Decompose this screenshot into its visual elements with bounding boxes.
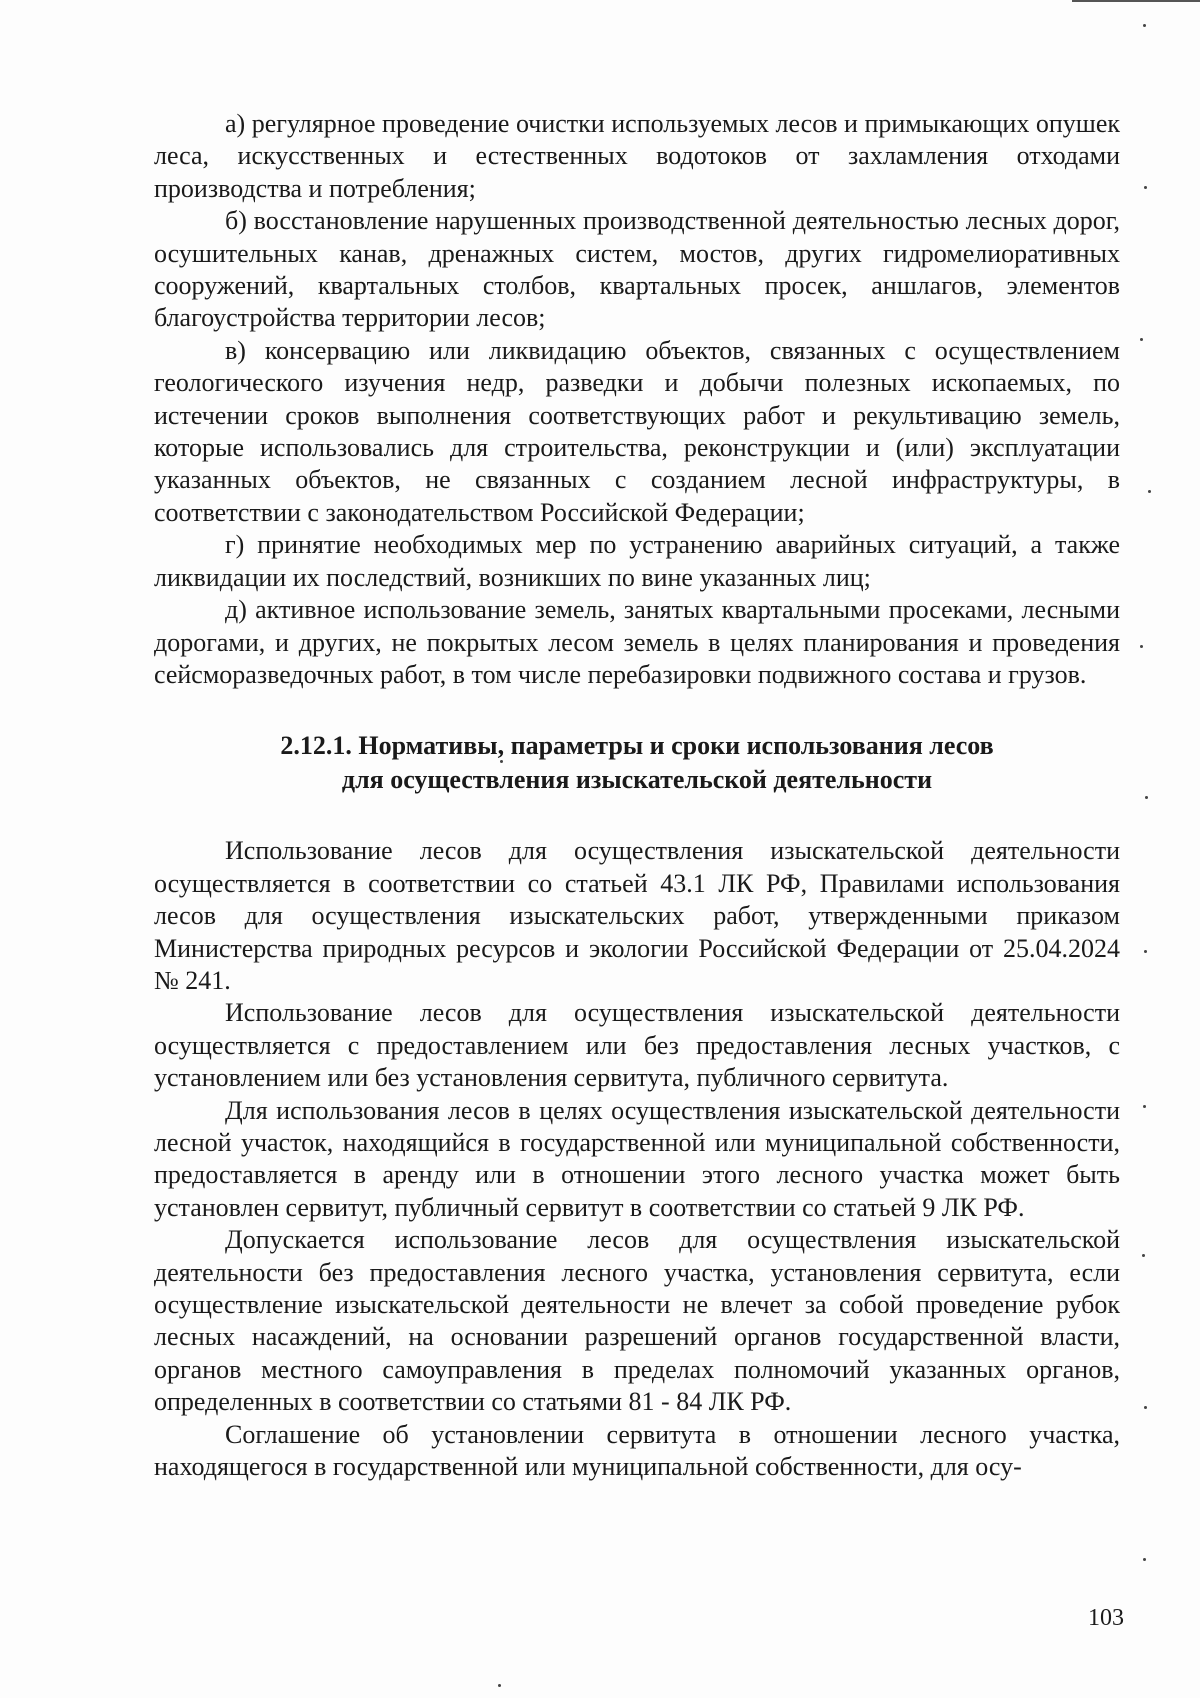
list-item-d: д) активное использование земель, занятых квартальными просеками, лесными дорогами, и других, не покрытых лесом земель в целях планирования и проведения сейсморазведочных работ, в том числе перебазировки подвижного состава и грузов. bbox=[154, 595, 1120, 689]
section-body bbox=[154, 835, 1120, 1483]
list-item-a: а) регулярное проведение очистки используемых лесов и примыкающих опушек леса, искусственных и естественных водотоков от захламления отходами производства и потребления; bbox=[154, 109, 1120, 203]
page-number: 103 bbox=[1088, 1605, 1124, 1631]
scan-speck bbox=[1144, 186, 1147, 189]
body-paragraph: Соглашение об установлении сервитута в отношении лесного участка, находящегося в государственной или муниципальной собственности, для осу- bbox=[154, 1419, 1120, 1482]
list-item-b: б) восстановление нарушенных производственной деятельностью лесных дорог, осушительных канав, дренажных систем, мостов, других гидромелиоративных сооружений, квартальных столбов, квартальных просек, аншлагов, элементов благоустройства территории лесов; bbox=[154, 206, 1120, 333]
scan-speck bbox=[1145, 796, 1148, 799]
top-edge-rule bbox=[1072, 0, 1200, 2]
body-paragraph: Использование лесов для осуществления изыскательской деятельности осуществляется с предоставлением или без предоставления лесных участков, с установлением или без установления сервитута, публичного сервитута. bbox=[154, 998, 1120, 1093]
scan-speck bbox=[1143, 1105, 1146, 1108]
scan-speck bbox=[498, 1684, 501, 1687]
section-heading-line-2: для осуществления изыскательской деятельности bbox=[341, 765, 933, 795]
scan-speck bbox=[1144, 1406, 1147, 1409]
page-content bbox=[154, 108, 1120, 1483]
list-item-v: в) консервацию или ликвидацию объектов, связанных с осуществлением геологического изучения недр, разведки и добычи полезных ископаемых, по истечении сроков выполнения соответствующих работ и рекультивацию земель, которые использовались для строительства, реконструкции и (или) эксплуатации указанных объектов, не связанных с созданием лесной инфраструктуры, в соответствии с законодательством Российской Федерации; bbox=[154, 335, 1120, 527]
body-paragraph: Допускается использование лесов для осуществления изыскательской деятельности без предоставления лесного участка, установления сервитута, если осуществление изыскательской деятельности не влечет за собой проведение рубок лесных насаждений, на основании разрешений органов государственной власти, органов местного самоуправления в пределах полномочий указанных органов, определенных в соответствии со статьями 81 - 84 ЛК РФ. bbox=[154, 1225, 1120, 1417]
scan-speck bbox=[1140, 338, 1143, 341]
scan-speck bbox=[1144, 950, 1147, 953]
body-paragraph: Для использования лесов в целях осуществления изыскательской деятельности лесной участок, находящийся в государственной или муниципальной собственности, предоставляется в аренду или в отношении этого лесного участка может быть установлен сервитут, публичный сервитут в соответствии со статьей 9 ЛК РФ. bbox=[154, 1095, 1120, 1222]
section-heading bbox=[154, 729, 1120, 797]
list-item-g: г) принятие необходимых мер по устранению аварийных ситуаций, а также ликвидации их последствий, возникших по вине указанных лиц; bbox=[154, 530, 1120, 592]
body-paragraph: Использование лесов для осуществления изыскательской деятельности осуществляется в соответствии со статьей 43.1 ЛК РФ, Правилами использования лесов для осуществления изыскательских работ, утвержденными приказом Министерства природных ресурсов и экологии Российской Федерации от 25.04.2024 № 241. bbox=[154, 836, 1120, 995]
scan-speck bbox=[1140, 645, 1143, 648]
scan-speck bbox=[1148, 490, 1151, 493]
scan-speck bbox=[1143, 24, 1146, 27]
section-heading-line-1: 2.12.1. Нормативы, параметры и сроки использования лесов bbox=[280, 731, 994, 761]
scan-speck bbox=[500, 760, 503, 763]
scan-speck bbox=[1142, 1254, 1145, 1257]
obligations-list bbox=[154, 108, 1120, 691]
scan-speck bbox=[1143, 1558, 1146, 1561]
